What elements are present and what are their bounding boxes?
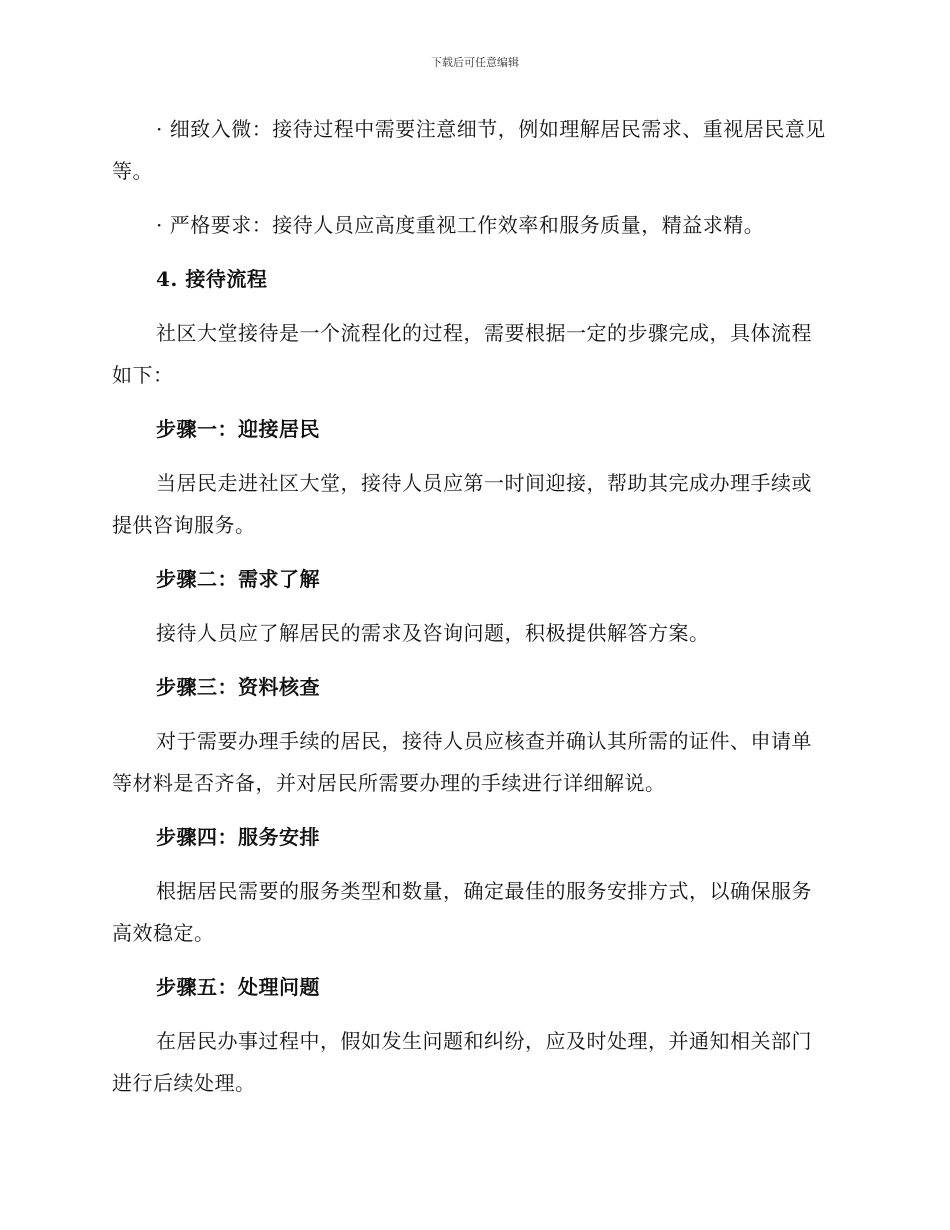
step-paragraph-3: 对于需要办理手续的居民，接待人员应核查并确认其所需的证件、申请单等材料是否齐备，并对居民所需要办理的手续进行详细解说。	[112, 729, 812, 795]
step-paragraph-2: 接待人员应了解居民的需求及咨询问题，积极提供解答方案。	[156, 621, 710, 645]
bullet-detail-oriented: · 细致入微：接待过程中需要注意细节，例如理解居民需求、重视居民意见等。	[112, 117, 826, 183]
step-paragraph-4: 根据居民需要的服务类型和数量，确定最佳的服务安排方式，以确保服务高效稳定。	[112, 879, 812, 945]
page-header: 下载后可任意编辑	[431, 56, 519, 69]
step-paragraph-5: 在居民办事过程中，假如发生问题和纠纷，应及时处理，并通知相关部门进行后续处理。	[112, 1029, 812, 1095]
section-heading-reception-process: 4. 接待流程	[156, 267, 268, 291]
paragraph-process-intro: 社区大堂接待是一个流程化的过程，需要根据一定的步骤完成，具体流程如下：	[112, 321, 812, 387]
step-heading-2: 步骤二：需求了解	[156, 567, 320, 591]
step-paragraph-1: 当居民走进社区大堂，接待人员应第一时间迎接，帮助其完成办理手续或提供咨询服务。	[112, 471, 812, 537]
bullet-strict-requirements: · 严格要求：接待人员应高度重视工作效率和服务质量，精益求精。	[156, 213, 765, 237]
step-heading-3: 步骤三：资料核查	[156, 675, 320, 699]
step-heading-5: 步骤五：处理问题	[156, 975, 320, 999]
step-heading-1: 步骤一：迎接居民	[156, 417, 320, 441]
step-heading-4: 步骤四：服务安排	[156, 825, 320, 849]
document-body	[112, 108, 832, 1116]
